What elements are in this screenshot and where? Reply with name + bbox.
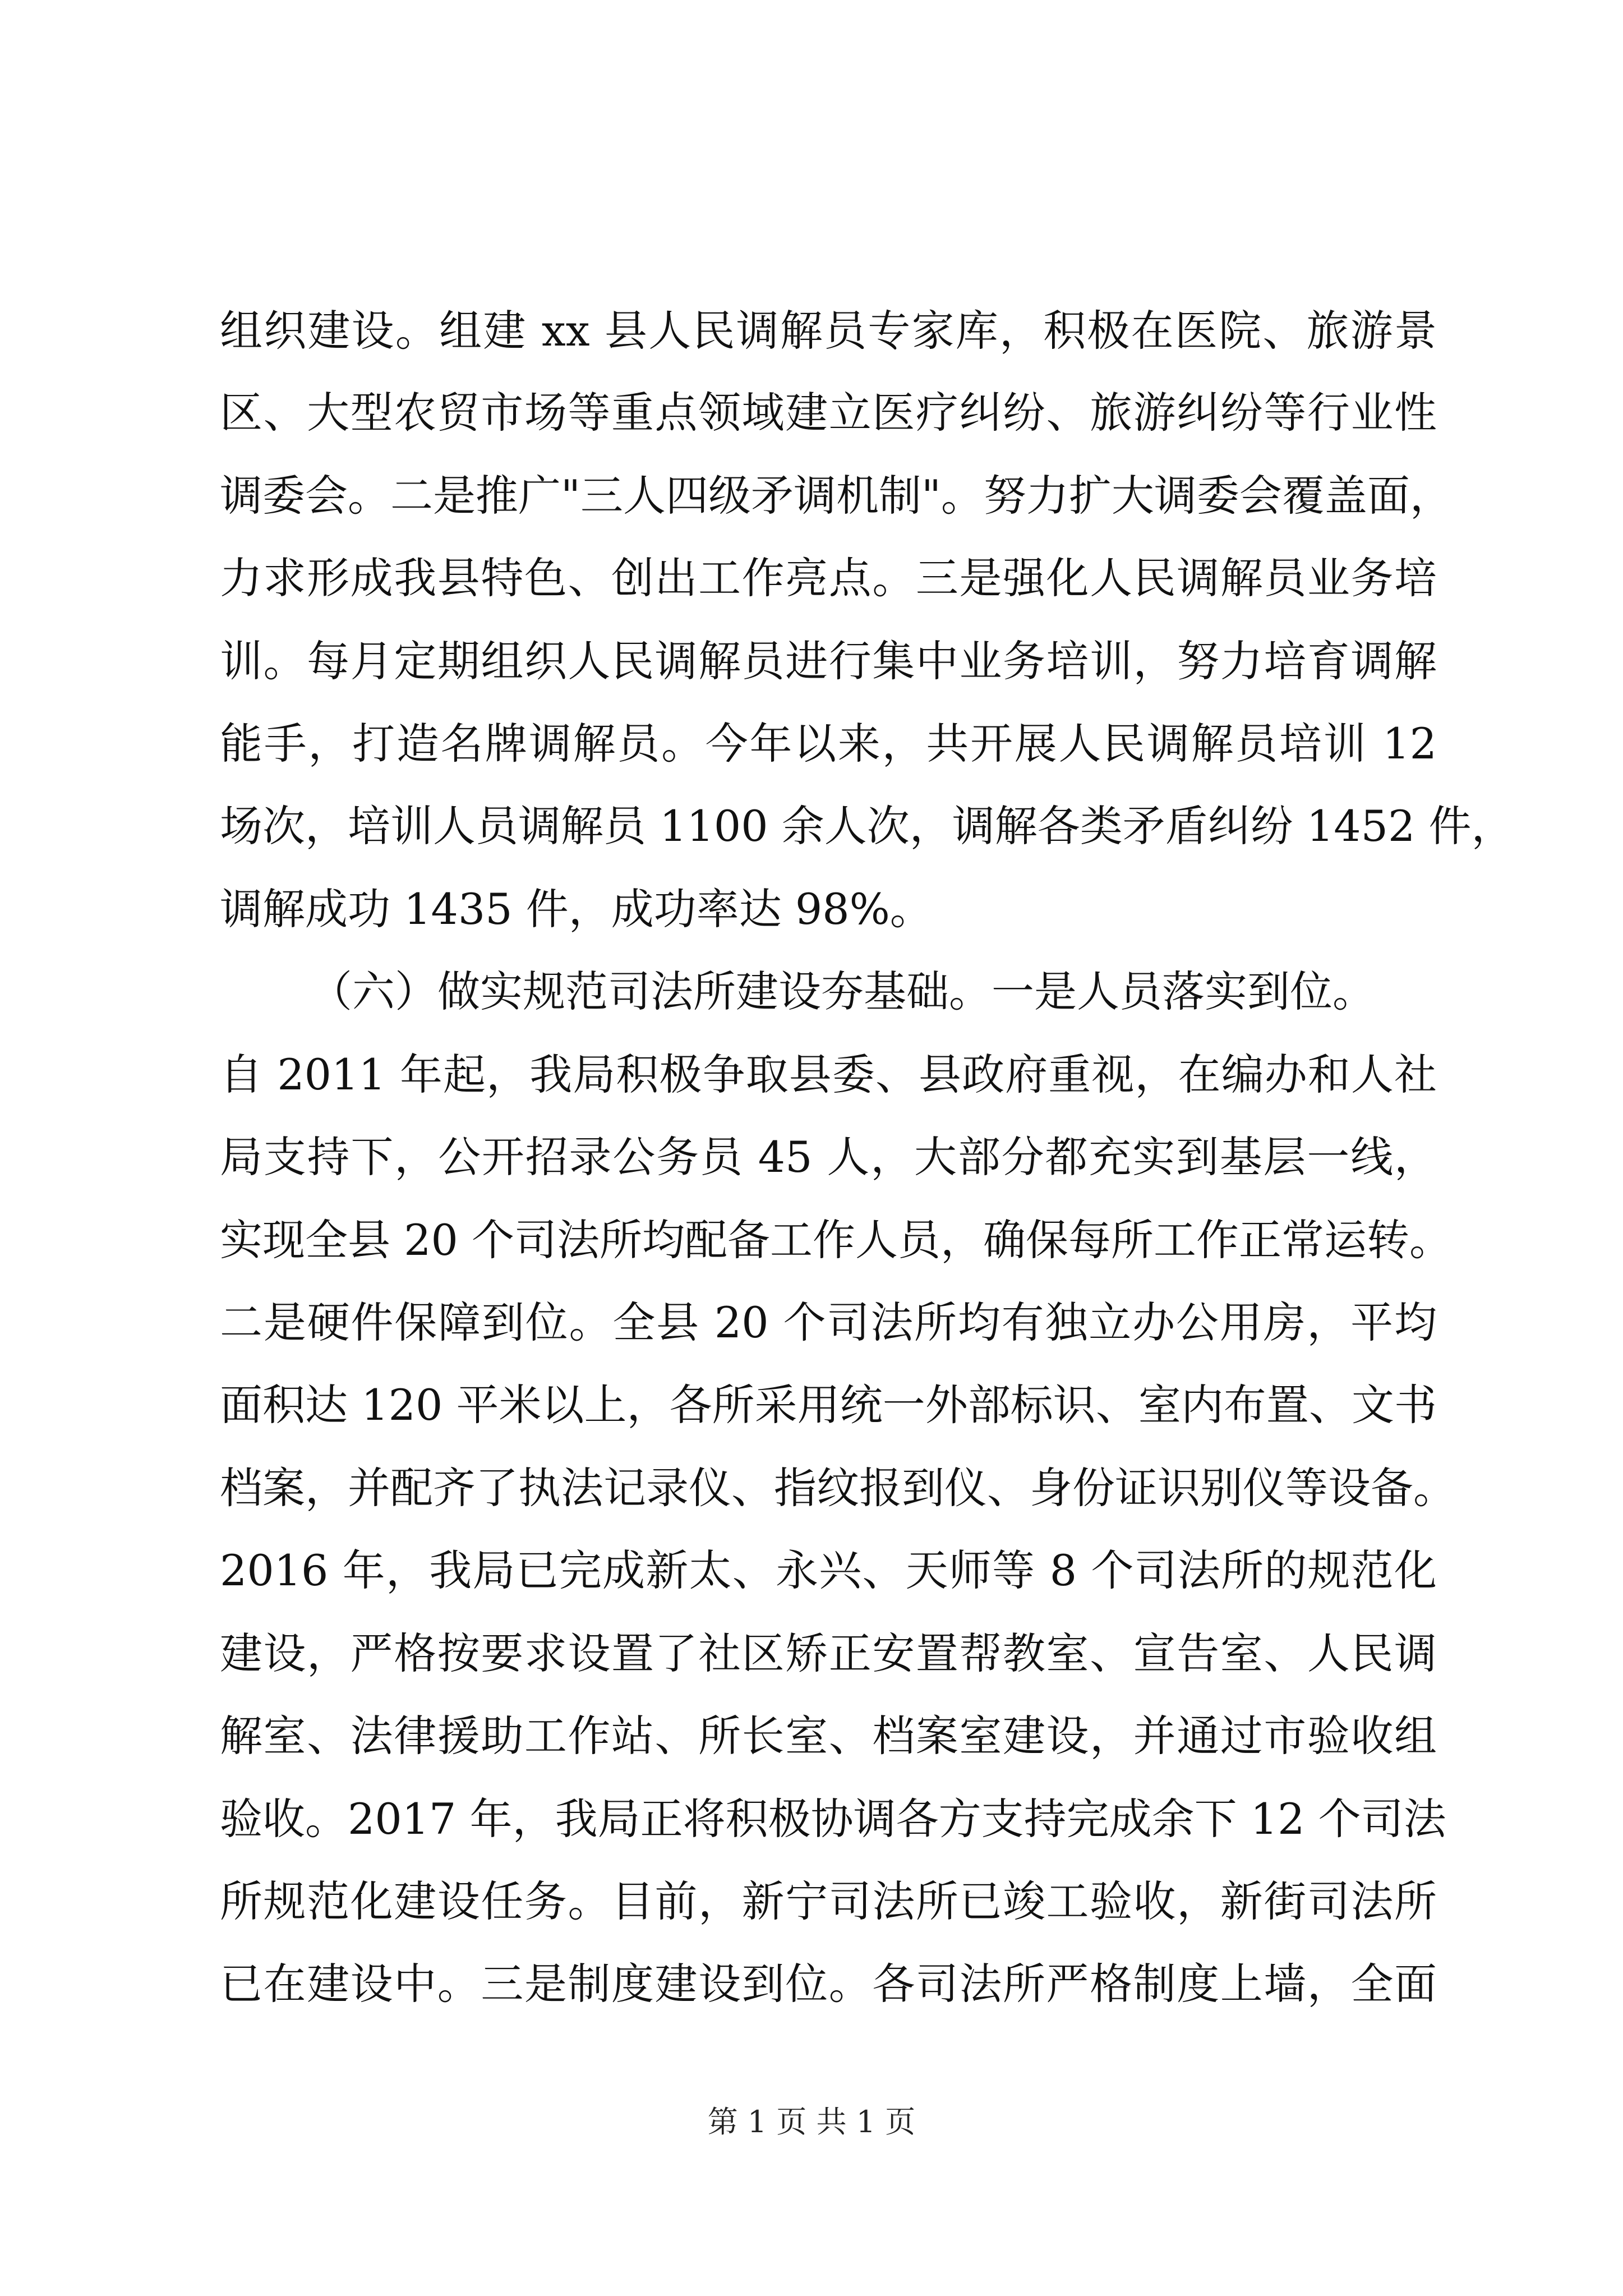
text-line: 组织建设。组建 xx 县人民调解员专家库，积极在医院、旅游景 [220, 306, 1437, 356]
section-heading-line: （六）做实规范司法所建设夯基础。一是人员落实到位。 [310, 967, 1375, 1016]
page-number-footer: 第 1 页 共 1 页 [707, 2104, 916, 2139]
text-line: 力求形成我县特色、创出工作亮点。三是强化人民调解员业务培 [220, 553, 1437, 603]
text-line: 验收。2017 年，我局正将积极协调各方支持完成余下 12 个司法 [220, 1794, 1446, 1844]
text-line: 区、大型农贸市场等重点领域建立医疗纠纷、旅游纠纷等行业性 [220, 388, 1437, 438]
text-line: 场次，培训人员调解员 1100 余人次，调解各类矛盾纠纷 1452 件， [220, 801, 1514, 851]
text-line: 二是硬件保障到位。全县 20 个司法所均有独立办公用房，平均 [220, 1297, 1437, 1347]
text-line: 自 2011 年起，我局积极争取县委、县政府重视，在编办和人社 [220, 1050, 1437, 1099]
text-line: 实现全县 20 个司法所均配备工作人员，确保每所工作正常运转。 [220, 1215, 1453, 1265]
text-line: 能手，打造名牌调解员。今年以来，共开展人民调解员培训 12 [220, 719, 1437, 769]
text-line: 训。每月定期组织人民调解员进行集中业务培训，努力培育调解 [220, 636, 1437, 686]
text-line: 档案，并配齐了执法记录仪、指纹报到仪、身份证识别仪等设备。 [220, 1463, 1456, 1513]
text-line: 面积达 120 平米以上，各所采用统一外部标识、室内布置、文书 [220, 1380, 1437, 1430]
text-line: 所规范化建设任务。目前，新宁司法所已竣工验收，新街司法所 [220, 1876, 1437, 1926]
text-line: 已在建设中。三是制度建设到位。各司法所严格制度上墙，全面 [220, 1959, 1437, 2009]
text-line: 建设，严格按要求设置了社区矫正安置帮教室、宣告室、人民调 [220, 1628, 1437, 1678]
text-line: 解室、法律援助工作站、所长室、档案室建设，并通过市验收组 [220, 1711, 1437, 1761]
text-line: 调委会。二是推广"三人四级矛调机制"。努力扩大调委会覆盖面， [220, 471, 1453, 521]
text-line: 局支持下，公开招录公务员 45 人，大部分都充实到基层一线， [220, 1132, 1437, 1182]
text-line: 调解成功 1435 件，成功率达 98%。 [220, 884, 933, 934]
text-line: 2016 年，我局已完成新太、永兴、天师等 8 个司法所的规范化 [220, 1545, 1437, 1595]
